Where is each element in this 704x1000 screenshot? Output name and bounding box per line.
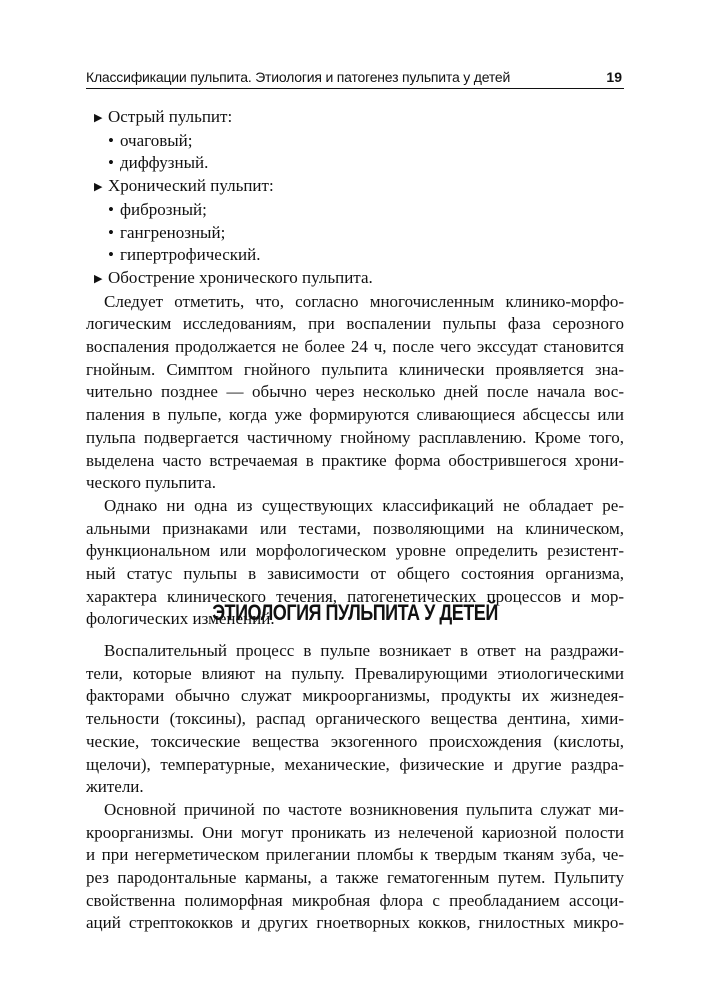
list-item-text: Хронический пульпит: [108, 176, 274, 196]
paragraph-line: логическим исследованиям, при воспалении пульпы фаза серозного [86, 314, 624, 334]
paragraph-line: гнойным. Симптом гнойного пульпита клинически проявляется зна- [86, 359, 624, 379]
paragraph-line: щелочи), температурные, механические, физические и другие раздра- [86, 754, 624, 774]
paragraph-line: функциональном или морфологическом уровне определить резистент- [86, 541, 624, 561]
list-item [86, 175, 624, 199]
paragraph-line: кроорганизмы. Они могут проникать из нелеченой кариозной полости [86, 822, 624, 842]
paragraphs-top [86, 291, 624, 632]
paragraph-line: фологических изменений. [86, 609, 275, 629]
dot-bullet-icon: • [108, 130, 114, 150]
sub-list-item [86, 244, 624, 267]
list-item-text: диффузный. [120, 153, 209, 173]
list-item [86, 267, 624, 291]
list-item-text: очаговый; [120, 130, 193, 150]
list-item-text: Острый пульпит: [108, 107, 233, 126]
paragraph-line: факторами обычно служат микроорганизмы, продукты их жизнедея- [86, 686, 624, 706]
paragraph-line: и при негерметическом прилегании пломбы к твердым тканям зуба, че- [86, 845, 624, 865]
triangle-bullet-icon: ▶ [94, 272, 103, 285]
paragraph-line: паления в пульпе, когда уже формируются сливающиеся абсцессы или [86, 405, 624, 425]
section-heading: ЭТИОЛОГИЯ ПУЛЬПИТА У ДЕТЕЙ [212, 600, 498, 625]
sub-list-item [86, 130, 624, 153]
paragraph-line: выделена часто встречаемая в практике форма обострившегося хрони- [86, 450, 624, 470]
paragraph-line: Воспалительный процесс в пульпе возникает в ответ на раздражи- [104, 641, 624, 660]
paragraph-line: ческого пульпита. [86, 473, 216, 493]
page-body-top [86, 106, 624, 631]
page-body-bottom [86, 640, 624, 935]
list-item-text: гангренозный; [120, 222, 226, 242]
paragraph-line: Однако ни одна из существующих классификаций не обладает ре- [104, 495, 624, 515]
paragraph-line: ный статус пульпы в зависимости от общего состояния организма, [86, 564, 624, 584]
paragraph-line: пульпа подвергается частичному гнойному расплавлению. Кроме того, [86, 427, 624, 447]
dot-bullet-icon: • [108, 199, 114, 219]
list-item-text: фиброзный; [120, 199, 207, 219]
list-item-text: Обострение хронического пульпита. [108, 267, 373, 287]
sub-list-item [86, 152, 624, 175]
paragraph-line: характера клинического течения, патогенетических процессов и мор- [86, 586, 624, 606]
list-item-text: гипертрофический. [120, 245, 261, 265]
paragraph-line: чительно позднее — обычно через несколько дней после начала вос- [86, 382, 624, 402]
paragraph-line: воспаления продолжается не более 24 ч, после чего экссудат становится [86, 337, 624, 357]
paragraph-line: ческие, токсические вещества экзогенного происхождения (кислоты, [86, 731, 624, 751]
sub-list-item [86, 199, 624, 222]
dot-bullet-icon: • [108, 222, 114, 242]
running-header-title: Классификации пульпита. Этиология и патогенез пульпита у детей [86, 69, 511, 85]
paragraph [86, 291, 624, 495]
paragraph-line: аций стрептококков и других гноетворных кокков, гнилостных микро- [86, 913, 624, 933]
classification-list [86, 106, 624, 291]
triangle-bullet-icon: ▶ [94, 112, 103, 124]
paragraph [86, 799, 624, 935]
list-item [86, 106, 624, 130]
paragraphs-bottom [86, 640, 624, 935]
page-number: 19 [606, 69, 622, 85]
paragraph-line: свойственна полиморфная микробная флора с преобладанием ассоци- [86, 890, 624, 910]
sub-list-item [86, 222, 624, 245]
paragraph-line: альными признаками или тестами, позволяющими на клиническом, [86, 518, 624, 538]
paragraph [86, 640, 624, 799]
paragraph-line: Следует отметить, что, согласно многочисленным клинико-морфо- [104, 291, 624, 311]
paragraph-line: тели, которые влияют на пульпу. Превалирующими этиологическими [86, 663, 624, 683]
paragraph-line: рез пародонтальные карманы, а также гематогенным путем. Пульпиту [86, 868, 624, 888]
paragraph-line: Основной причиной по частоте возникновения пульпита служат ми- [104, 799, 624, 819]
running-header [86, 66, 624, 89]
dot-bullet-icon: • [108, 153, 114, 173]
paragraph-line: тельности (токсины), распад органического вещества дентина, хими- [86, 709, 624, 729]
triangle-bullet-icon: ▶ [94, 181, 103, 194]
paragraph-line: жители. [86, 777, 144, 797]
dot-bullet-icon: • [108, 245, 114, 265]
